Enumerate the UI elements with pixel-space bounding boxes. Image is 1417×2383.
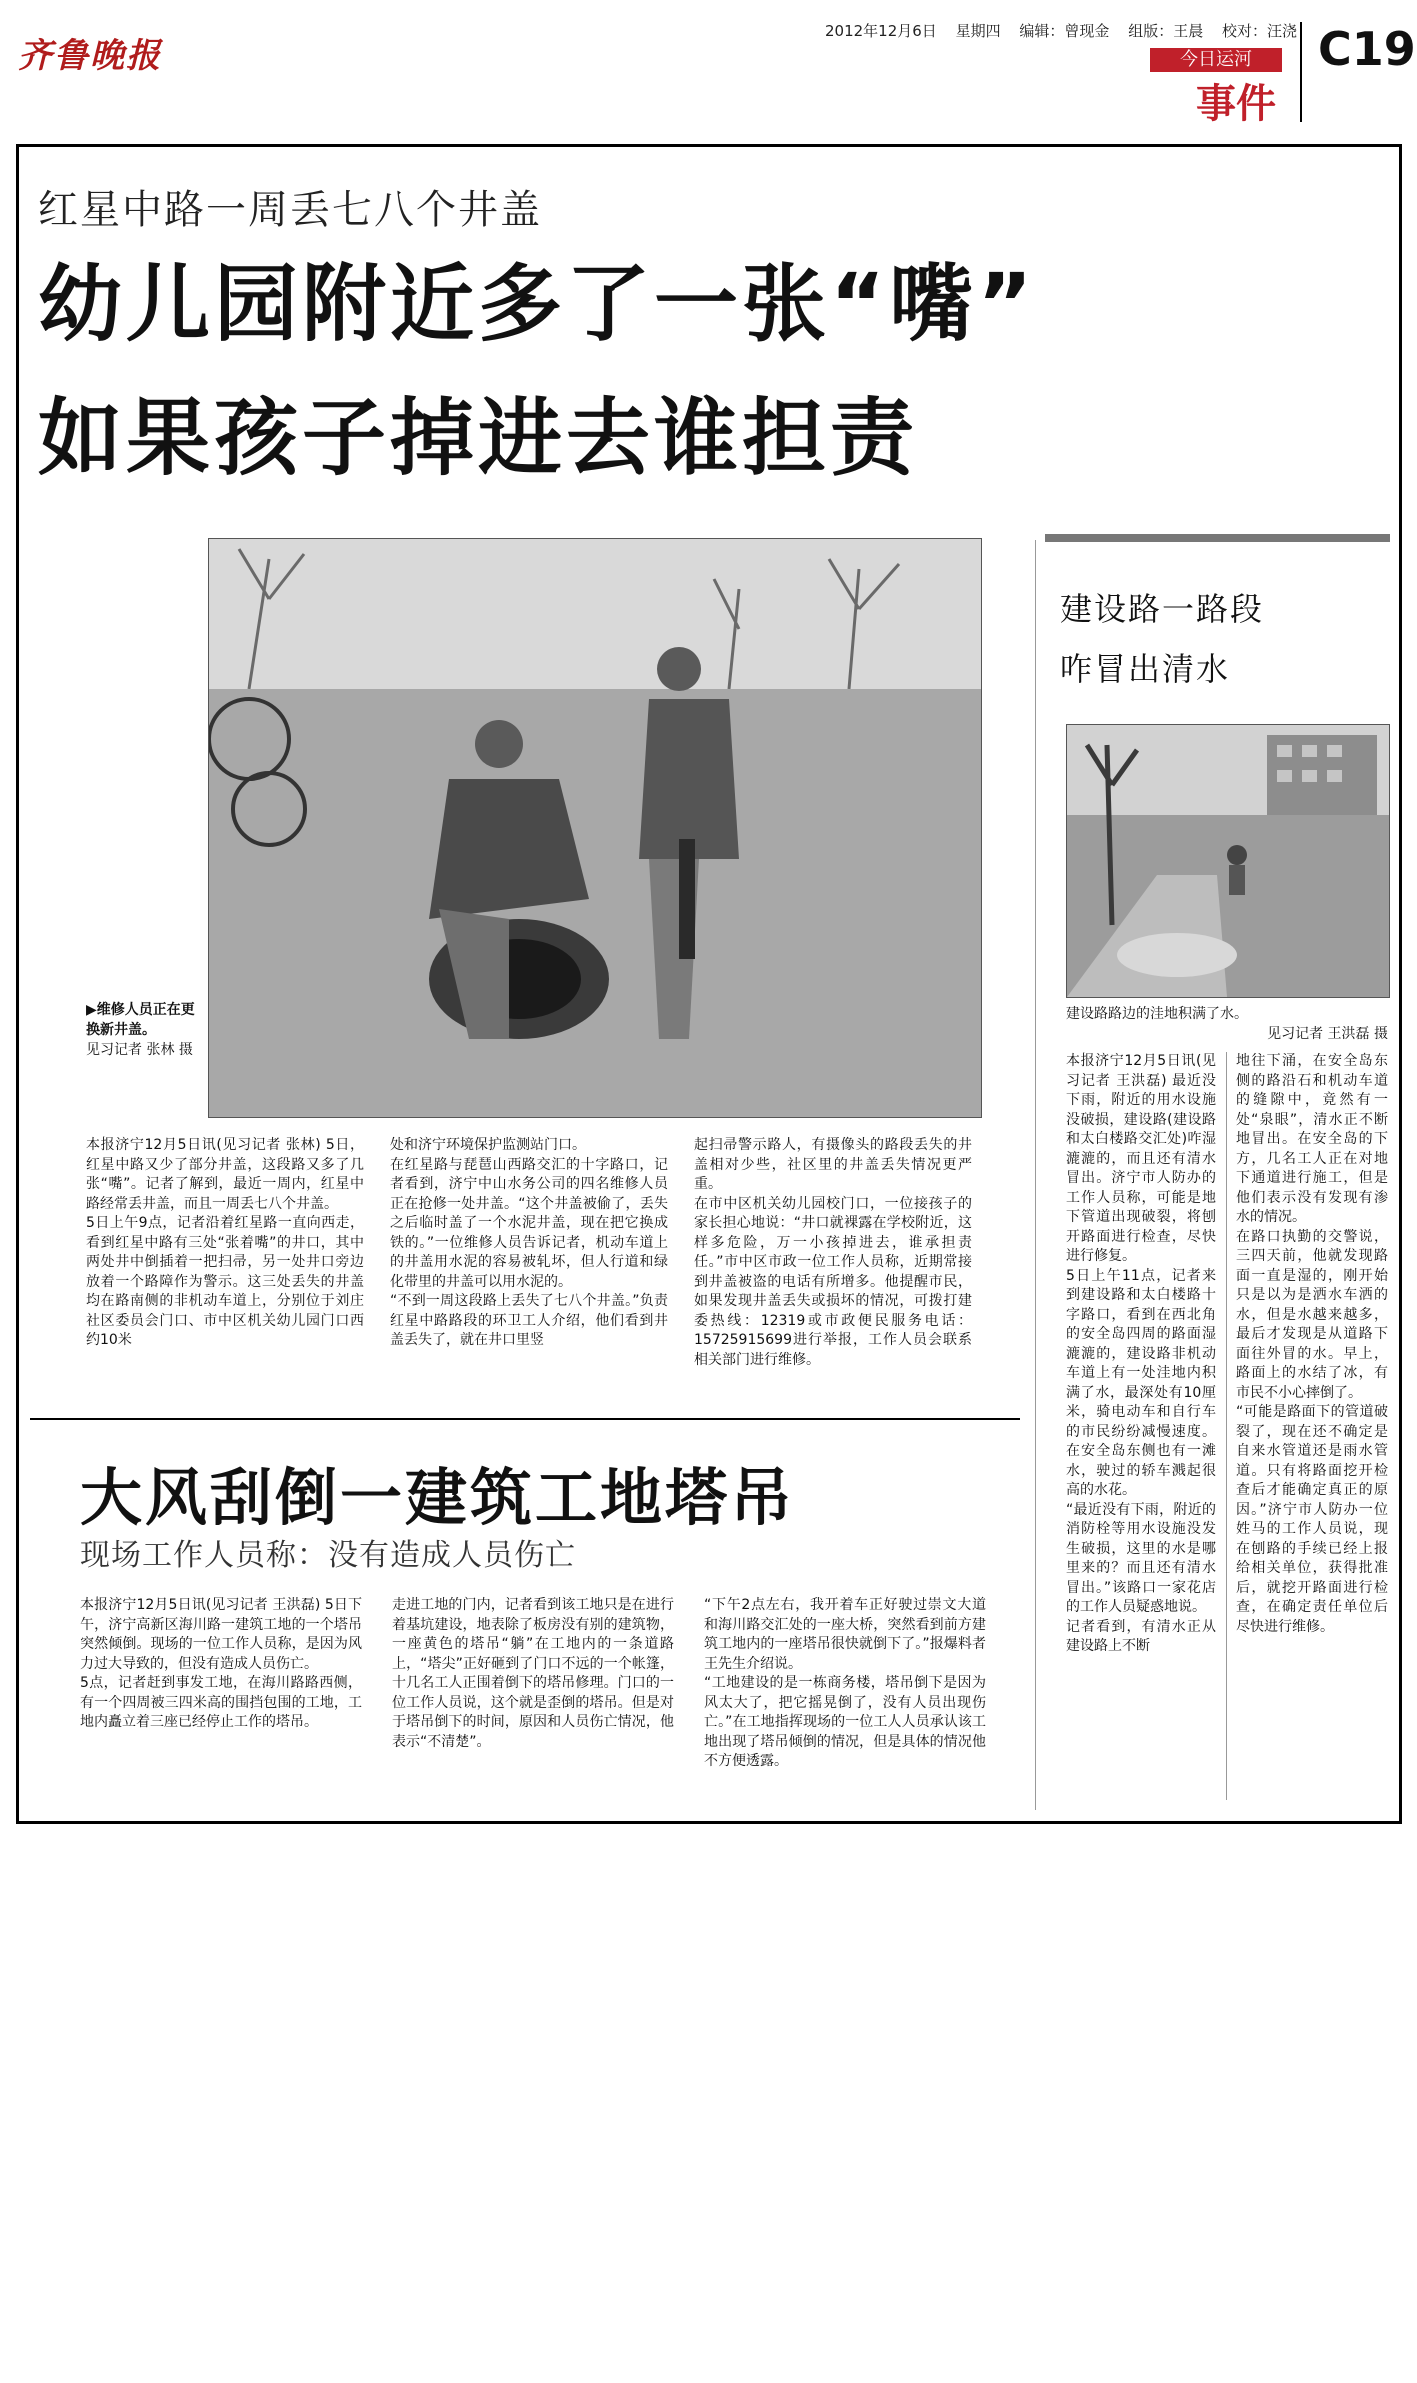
story1-headline-line2: 如果孩子掉进去谁担责 bbox=[38, 389, 919, 487]
story2-column-1: 本报济宁12月5日讯(见习记者 王洪磊) 5日下午，济宁高新区海川路一建筑工地的一个塔吊突然倾倒。现场的一位工作人员称，是因为风力过大导致的，但没有造成人员伤亡。 5点，记者赶到事发工地，在海川路路西侧，有一个四周被三四米高的围挡包围的工地，工地内矗立着三座已经停止工作的塔吊。 bbox=[80, 1597, 362, 1730]
story2-column-2: 走进工地的门内，记者看到该工地只是在进行着基坑建设，地表除了板房没有别的建筑物，一座黄色的塔吊“躺”在工地内的一条道路上，“塔尖”正好砸到了门口不远的一个帐篷，十几名工人正围着倒下的塔吊修理。门口的一位工作人员说，这个就是歪倒的塔吊。但是对于塔吊倒下的时间，原因和人员伤亡情况，他表示“不清楚”。 bbox=[392, 1597, 674, 1750]
story3-column-1: 本报济宁12月5日讯(见习记者 王洪磊) 最近没下雨，附近的用水设施没破损，建设路(建设路和太白楼路交汇处)咋湿漉漉的，而且还有清水冒出。济宁市人防办的工作人员称，可能是地下管道出现破裂，将刨开路面进行检查，尽快进行修复。 5日上午11点，记者来到建设路和太白楼路十字路口，看到在西北角的安全岛四周的路面湿漉漉的，建设路非机动车道上有一处洼地内积满了水，最深处有10厘米，骑电动车和自行车的市民纷纷减慢速度。在安全岛东侧也有一滩水，驶过的轿车溅起很高的水花。 “最近没有下雨，附近的消防栓等用水设施没发生破损，这里的水是哪里来的？而且还有清水冒出。”该路口一家花店的工作人员疑惑地说。 记者看到，有清水正从建设路上不断 bbox=[1066, 1053, 1216, 1654]
story3-column-divider bbox=[1226, 1052, 1227, 1800]
story2-headline: 大风刮倒一建筑工地塔吊 bbox=[80, 1461, 796, 1534]
story3-caption bbox=[1066, 1004, 1388, 1044]
proof-credit: 校对：汪浇 bbox=[1221, 22, 1297, 40]
story-divider bbox=[30, 1418, 1020, 1420]
photo-flooded-road-icon bbox=[1067, 725, 1389, 997]
story3-title-line2: 咋冒出清水 bbox=[1060, 650, 1231, 688]
story1-kicker: 红星中路一周丢七八个井盖 bbox=[38, 187, 542, 233]
issue-weekday: 星期四 bbox=[955, 22, 1001, 40]
sidebar-divider bbox=[1035, 540, 1036, 1810]
layout-credit: 组版：王晨 bbox=[1128, 22, 1204, 40]
story1-caption-credit: 见习记者 张林 摄 bbox=[86, 1042, 193, 1058]
story1-headline-line1: 幼儿园附近多了一张“嘴” bbox=[38, 255, 1037, 353]
story1-caption bbox=[86, 1000, 198, 1060]
story1-caption-text: ▶维修人员正在更换新井盖。 bbox=[86, 1002, 195, 1038]
story1-column-3: 起扫帚警示路人，有摄像头的路段丢失的井盖相对少些，社区里的井盖丢失情况更严重。 在市中区机关幼儿园校门口，一位接孩子的家长担心地说：“井口就裸露在学校附近，这样多危险，万一小孩掉进去，谁承担责任。”市中区市政一位工作人员称，近期常接到井盖被盗的电话有所增多。他提醒市民，如果发现井盖丢失或损坏的情况，可拨打建委热线：12319或市政便民服务电话：15725915699进行举报，工作人员会联系相关部门进行维修。 bbox=[694, 1137, 972, 1368]
story1-column-1: 本报济宁12月5日讯(见习记者 张林) 5日，红星中路又少了部分井盖，这段路又多了几张“嘴”。记者了解到，最近一周内，红星中路经常丢井盖，而且一周丢七八个井盖。 5日上午9点，记者沿着红星路一直向西走，看到红星中路有三处“张着嘴”的井口，其中两处井中倒插着一把扫帚，另一处井口旁边放着一个路障作为警示。这三处丢失的井盖均在路南侧的非机动车道上，分别位于刘庄社区委员会门口、市中区机关幼儿园门口西约10米 bbox=[86, 1137, 364, 1348]
page-meta bbox=[825, 20, 1311, 41]
story1-photo bbox=[208, 538, 982, 1118]
page-number: C19 bbox=[1318, 22, 1416, 76]
section-label: 今日运河 bbox=[1150, 48, 1282, 72]
story3-column-2: 地往下涌，在安全岛东侧的路沿石和机动车道的缝隙中，竟然有一处“泉眼”，清水正不断地冒出。在安全岛的下方，几名工人正在对地下通道进行施工，但是他们表示没有发现有渗水的情况。 在路口执勤的交警说，三四天前，他就发现路面一直是湿的，刚开始只是以为是洒水车洒的水，但是水越来越多，最后才发现是从道路下面往外冒的水。早上，路面上的水结了冰，有市民不小心摔倒了。 “可能是路面下的管道破裂了，现在还不确定是自来水管道还是雨水管道。只有将路面挖开检查后才能确定真正的原因。”济宁市人防办一位姓马的工作人员说，现在刨路的手续已经上报给相关单位，获得批准后，就挖开路面进行检查，在确定责任单位后尽快进行维修。 bbox=[1236, 1053, 1388, 1635]
story2-subhead: 现场工作人员称：没有造成人员伤亡 bbox=[80, 1538, 576, 1573]
issue-date: 2012年12月6日 bbox=[825, 22, 937, 40]
story1-column-2: 处和济宁环境保护监测站门口。 在红星路与琵琶山西路交汇的十字路口，记者看到，济宁中山水务公司的四名维修人员正在抢修一处井盖。“这个井盖被偷了，丢失之后临时盖了一个水泥井盖，现在把它换成铁的。”一位维修人员告诉记者，机动车道上的井盖用水泥的容易被轧坏，但人行道和绿化带里的井盖可以用水泥的。 “不到一周这段路上丢失了七八个井盖。”负责红星中路路段的环卫工人介绍，他们看到井盖丢失了，就在井口里竖 bbox=[390, 1137, 668, 1348]
story3-photo bbox=[1066, 724, 1390, 998]
story2-column-3: “下午2点左右，我开着车正好驶过崇文大道和海川路交汇处的一座大桥，突然看到前方建筑工地内的一座塔吊很快就倒下了。”报爆料者王先生介绍说。 “工地建设的是一栋商务楼，塔吊倒下是因为风太大了，把它摇晃倒了，没有人员出现伤亡。”在工地指挥现场的一位工人人员承认该工地出现了塔吊倾倒的情况，但是具体的情况他不方便透露。 bbox=[704, 1597, 986, 1769]
story3-caption-credit: 见习记者 王洪磊 摄 bbox=[1267, 1026, 1388, 1042]
editor-credit: 编辑：曾现金 bbox=[1019, 22, 1110, 40]
sidebar-top-bar bbox=[1045, 534, 1390, 542]
photo-workers-manhole-icon bbox=[209, 539, 981, 1117]
masthead-logo: 齐鲁晚报 bbox=[18, 36, 162, 76]
story3-caption-text: 建设路路边的洼地积满了水。 bbox=[1066, 1006, 1248, 1022]
section-name: 事件 bbox=[1196, 81, 1276, 127]
story3-title-line1: 建设路一路段 bbox=[1060, 590, 1265, 628]
header-divider bbox=[1300, 22, 1302, 122]
